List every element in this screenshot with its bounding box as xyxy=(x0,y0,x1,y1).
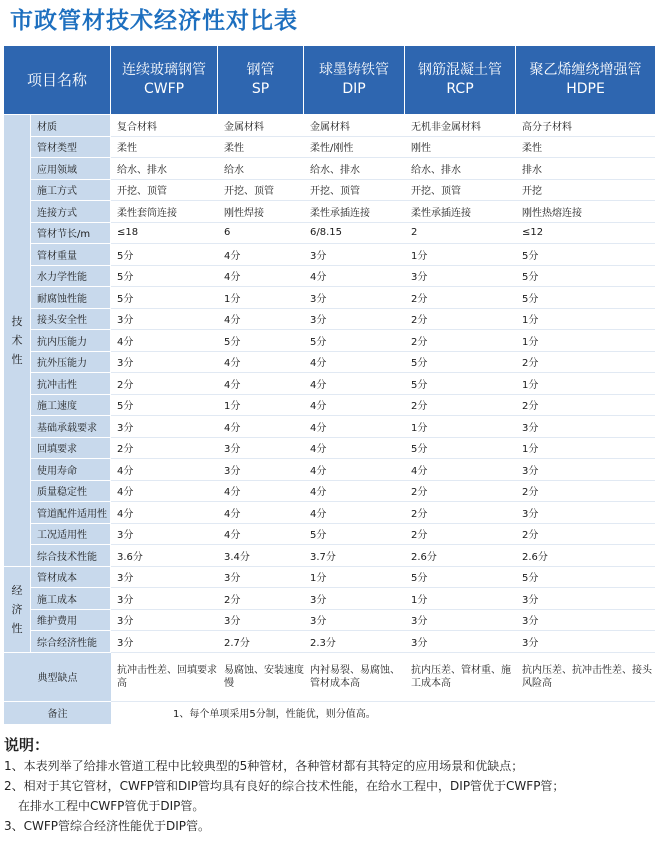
row-label: 抗外压能力 xyxy=(31,352,111,374)
group-label-char: 经 xyxy=(11,583,23,597)
table-row xyxy=(4,137,655,159)
table-row xyxy=(4,395,655,417)
cell-value: ≤12 xyxy=(516,223,655,245)
cell-value: 2分 xyxy=(405,395,516,417)
cell-value: 4分 xyxy=(304,352,405,374)
table-row xyxy=(4,588,655,610)
row-label: 施工方式 xyxy=(31,180,111,202)
table-row xyxy=(4,567,655,589)
cell-value: 4分 xyxy=(218,352,304,374)
note-text: 1、每个单项采用5分制，性能优，则分值高。 xyxy=(111,702,655,724)
cell-value: 1分 xyxy=(218,395,304,417)
cell-value: 开挖、顶管 xyxy=(111,180,218,202)
cell-value: 4分 xyxy=(218,373,304,395)
cell-value: 4分 xyxy=(218,502,304,524)
cell-value: 3分 xyxy=(218,567,304,589)
cell-value: 5分 xyxy=(111,266,218,288)
cell-value: 5分 xyxy=(405,438,516,460)
cell-value: 2.7分 xyxy=(218,631,304,653)
row-label: 基础承载要求 xyxy=(31,416,111,438)
pipe-code: DIP xyxy=(342,81,366,97)
table-header-row xyxy=(4,46,655,115)
cell-value: 3分 xyxy=(111,524,218,546)
table-row xyxy=(4,524,655,546)
table-row xyxy=(4,352,655,374)
cell-value: 5分 xyxy=(218,330,304,352)
cell-value: 3分 xyxy=(516,502,655,524)
table-row xyxy=(4,610,655,632)
row-label: 管材重量 xyxy=(31,244,111,266)
cell-value: 5分 xyxy=(304,330,405,352)
row-label: 水力学性能 xyxy=(31,266,111,288)
cell-value: 3分 xyxy=(405,631,516,653)
pipe-code: HDPE xyxy=(566,81,605,97)
cell-value: 2分 xyxy=(405,330,516,352)
row-label: 接头安全性 xyxy=(31,309,111,331)
row-label: 材质 xyxy=(31,115,111,137)
cell-value: 5分 xyxy=(405,352,516,374)
cell-value: 3分 xyxy=(111,352,218,374)
cell-value: 5分 xyxy=(405,567,516,589)
cell-value: 3分 xyxy=(111,610,218,632)
group-label-char: 技 xyxy=(11,314,23,328)
cell-value: 2分 xyxy=(405,287,516,309)
cell-value: 给水、排水 xyxy=(111,158,218,180)
table-row xyxy=(4,438,655,460)
pipe-name: 球墨铸铁管 xyxy=(319,62,390,78)
cell-value: 4分 xyxy=(218,266,304,288)
cell-value: 高分子材料 xyxy=(516,115,655,137)
defect-value: 抗内压差、抗冲击性差、接头风险高 xyxy=(516,653,655,702)
cell-value: 3分 xyxy=(304,309,405,331)
row-label: 综合经济性能 xyxy=(31,631,111,653)
cell-value: 3分 xyxy=(111,309,218,331)
cell-value: 给水、排水 xyxy=(304,158,405,180)
cell-value: 5分 xyxy=(516,567,655,589)
defect-value: 内衬易裂、易腐蚀、管材成本高 xyxy=(304,653,405,702)
row-label: 工况适用性 xyxy=(31,524,111,546)
explanation-header: 说明： xyxy=(4,736,50,754)
row-label: 管材节长/m xyxy=(31,223,111,245)
cell-value: 刚性焊接 xyxy=(218,201,304,223)
cell-value: 柔性 xyxy=(218,137,304,159)
cell-value: 金属材料 xyxy=(304,115,405,137)
cell-value: 3分 xyxy=(111,567,218,589)
cell-value: 柔性 xyxy=(516,137,655,159)
note-row xyxy=(4,702,655,724)
cell-value: 开挖、顶管 xyxy=(218,180,304,202)
cell-value: 3分 xyxy=(516,610,655,632)
cell-value: 3分 xyxy=(405,266,516,288)
cell-value: 4分 xyxy=(111,502,218,524)
cell-value: 1分 xyxy=(218,287,304,309)
defects-row xyxy=(4,653,655,702)
cell-value: 1分 xyxy=(405,244,516,266)
table-row xyxy=(4,223,655,245)
group-label-char: 性 xyxy=(11,352,23,366)
cell-value: 2分 xyxy=(405,524,516,546)
defects-label: 典型缺点 xyxy=(4,653,111,702)
table-row xyxy=(4,330,655,352)
cell-value: 复合材料 xyxy=(111,115,218,137)
row-label: 综合技术性能 xyxy=(31,545,111,567)
cell-value: 2分 xyxy=(111,438,218,460)
group-label-econ xyxy=(4,567,31,653)
cell-value: 2.3分 xyxy=(304,631,405,653)
cell-value: 柔性 xyxy=(111,137,218,159)
table-row xyxy=(4,416,655,438)
cell-value: 柔性套筒连接 xyxy=(111,201,218,223)
header-pipe-rcp xyxy=(405,46,516,115)
cell-value: 4分 xyxy=(111,459,218,481)
cell-value: 3分 xyxy=(304,244,405,266)
cell-value: 3.4分 xyxy=(218,545,304,567)
row-label: 抗冲击性 xyxy=(31,373,111,395)
cell-value: 2分 xyxy=(516,481,655,503)
cell-value: 4分 xyxy=(304,266,405,288)
explanation-line: 在排水工程中CWFP管优于DIP管。 xyxy=(18,799,205,813)
row-label: 管材成本 xyxy=(31,567,111,589)
cell-value: 4分 xyxy=(304,373,405,395)
pipe-name: 钢管 xyxy=(246,62,275,78)
cell-value: 1分 xyxy=(405,416,516,438)
table-row xyxy=(4,158,655,180)
cell-value: 2分 xyxy=(405,309,516,331)
cell-value: 3分 xyxy=(304,588,405,610)
cell-value: 柔性承插连接 xyxy=(304,201,405,223)
cell-value: 3.6分 xyxy=(111,545,218,567)
header-pipe-dip xyxy=(304,46,405,115)
cell-value: 3.7分 xyxy=(304,545,405,567)
cell-value: 4分 xyxy=(218,481,304,503)
cell-value: 4分 xyxy=(304,459,405,481)
cell-value: 排水 xyxy=(516,158,655,180)
cell-value: ≤18 xyxy=(111,223,218,245)
table-row xyxy=(4,309,655,331)
cell-value: 3分 xyxy=(111,416,218,438)
group-label-char: 性 xyxy=(11,621,23,635)
cell-value: 3分 xyxy=(218,459,304,481)
cell-value: 1分 xyxy=(516,309,655,331)
cell-value: 6 xyxy=(218,223,304,245)
cell-value: 3分 xyxy=(218,610,304,632)
header-project-name: 项目名称 xyxy=(4,46,111,115)
explanation-line: 1、本表列举了给排水管道工程中比较典型的5种管材，各种管材都有其特定的应用场景和优缺点； xyxy=(4,759,524,773)
cell-value: 6/8.15 xyxy=(304,223,405,245)
cell-value: 5分 xyxy=(111,395,218,417)
cell-value: 3分 xyxy=(516,459,655,481)
cell-value: 1分 xyxy=(516,438,655,460)
row-label: 抗内压能力 xyxy=(31,330,111,352)
cell-value: 4分 xyxy=(218,244,304,266)
table-row xyxy=(4,266,655,288)
table-row xyxy=(4,545,655,567)
table-row xyxy=(4,373,655,395)
table-row xyxy=(4,459,655,481)
cell-value: 4分 xyxy=(304,481,405,503)
cell-value: 开挖、顶管 xyxy=(405,180,516,202)
cell-value: 3分 xyxy=(516,631,655,653)
cell-value: 5分 xyxy=(304,524,405,546)
cell-value: 1分 xyxy=(516,330,655,352)
table-row xyxy=(4,502,655,524)
cell-value: 2 xyxy=(405,223,516,245)
cell-value: 3分 xyxy=(111,631,218,653)
cell-value: 开挖 xyxy=(516,180,655,202)
table-body xyxy=(4,115,655,724)
explanation-line: 3、CWFP管综合经济性能优于DIP管。 xyxy=(4,819,211,833)
cell-value: 3分 xyxy=(218,438,304,460)
cell-value: 4分 xyxy=(111,481,218,503)
cell-value: 柔性/刚性 xyxy=(304,137,405,159)
row-label: 质量稳定性 xyxy=(31,481,111,503)
cell-value: 3分 xyxy=(516,588,655,610)
explanation-line: 2、相对于其它管材，CWFP管和DIP管均具有良好的综合技术性能，在给水工程中，DIP管优于CWFP管； xyxy=(4,779,565,793)
table-row xyxy=(4,180,655,202)
cell-value: 4分 xyxy=(218,416,304,438)
pipe-code: RCP xyxy=(446,81,474,97)
cell-value: 5分 xyxy=(516,287,655,309)
cell-value: 5分 xyxy=(111,287,218,309)
cell-value: 刚性 xyxy=(405,137,516,159)
comparison-table-container xyxy=(4,46,655,724)
comparison-table xyxy=(4,46,655,724)
defect-value: 易腐蚀、安装速度慢 xyxy=(218,653,304,702)
cell-value: 开挖、顶管 xyxy=(304,180,405,202)
row-label: 维护费用 xyxy=(31,610,111,632)
cell-value: 4分 xyxy=(218,309,304,331)
pipe-name: 钢筋混凝土管 xyxy=(418,62,503,78)
cell-value: 2.6分 xyxy=(516,545,655,567)
pipe-name: 连续玻璃钢管 xyxy=(122,62,207,78)
cell-value: 给水、排水 xyxy=(405,158,516,180)
cell-value: 3分 xyxy=(111,588,218,610)
group-label-tech xyxy=(4,115,31,567)
header-pipe-hdpe xyxy=(516,46,655,115)
cell-value: 5分 xyxy=(405,373,516,395)
cell-value: 2分 xyxy=(516,395,655,417)
cell-value: 4分 xyxy=(304,438,405,460)
cell-value: 5分 xyxy=(516,244,655,266)
defect-value: 抗内压差、管材重、施工成本高 xyxy=(405,653,516,702)
cell-value: 给水 xyxy=(218,158,304,180)
cell-value: 2.6分 xyxy=(405,545,516,567)
cell-value: 4分 xyxy=(111,330,218,352)
cell-value: 刚性热熔连接 xyxy=(516,201,655,223)
cell-value: 1分 xyxy=(405,588,516,610)
cell-value: 3分 xyxy=(304,287,405,309)
table-row xyxy=(4,287,655,309)
table-row xyxy=(4,115,655,137)
cell-value: 1分 xyxy=(304,567,405,589)
note-label: 备注 xyxy=(4,702,111,724)
pipe-code: SP xyxy=(251,81,270,97)
defect-value: 抗冲击性差、回填要求高 xyxy=(111,653,218,702)
cell-value: 2分 xyxy=(405,502,516,524)
cell-value: 3分 xyxy=(405,610,516,632)
table-row xyxy=(4,244,655,266)
cell-value: 2分 xyxy=(218,588,304,610)
page-title: 市政管材技术经济性对比表 xyxy=(10,8,298,34)
header-pipe-cwfp xyxy=(111,46,218,115)
explanation-section xyxy=(4,735,654,836)
group-label-char: 济 xyxy=(11,602,23,616)
cell-value: 4分 xyxy=(304,502,405,524)
cell-value: 2分 xyxy=(516,524,655,546)
row-label: 管材类型 xyxy=(31,137,111,159)
row-label: 施工成本 xyxy=(31,588,111,610)
cell-value: 4分 xyxy=(218,524,304,546)
table-row xyxy=(4,631,655,653)
cell-value: 2分 xyxy=(111,373,218,395)
cell-value: 柔性承插连接 xyxy=(405,201,516,223)
cell-value: 3分 xyxy=(516,416,655,438)
row-label: 施工速度 xyxy=(31,395,111,417)
header-pipe-sp xyxy=(218,46,304,115)
cell-value: 5分 xyxy=(111,244,218,266)
cell-value: 4分 xyxy=(304,395,405,417)
row-label: 回填要求 xyxy=(31,438,111,460)
cell-value: 2分 xyxy=(516,352,655,374)
cell-value: 5分 xyxy=(516,266,655,288)
cell-value: 3分 xyxy=(304,610,405,632)
cell-value: 4分 xyxy=(405,459,516,481)
row-label: 耐腐蚀性能 xyxy=(31,287,111,309)
row-label: 管道配件适用性 xyxy=(31,502,111,524)
group-label-char: 术 xyxy=(11,333,23,347)
pipe-code: CWFP xyxy=(143,81,185,97)
table-row xyxy=(4,481,655,503)
cell-value: 金属材料 xyxy=(218,115,304,137)
table-row xyxy=(4,201,655,223)
cell-value: 无机非金属材料 xyxy=(405,115,516,137)
row-label: 连接方式 xyxy=(31,201,111,223)
row-label: 使用寿命 xyxy=(31,459,111,481)
cell-value: 2分 xyxy=(405,481,516,503)
cell-value: 1分 xyxy=(516,373,655,395)
cell-value: 4分 xyxy=(304,416,405,438)
pipe-name: 聚乙烯缠绕增强管 xyxy=(529,62,642,78)
row-label: 应用领域 xyxy=(31,158,111,180)
